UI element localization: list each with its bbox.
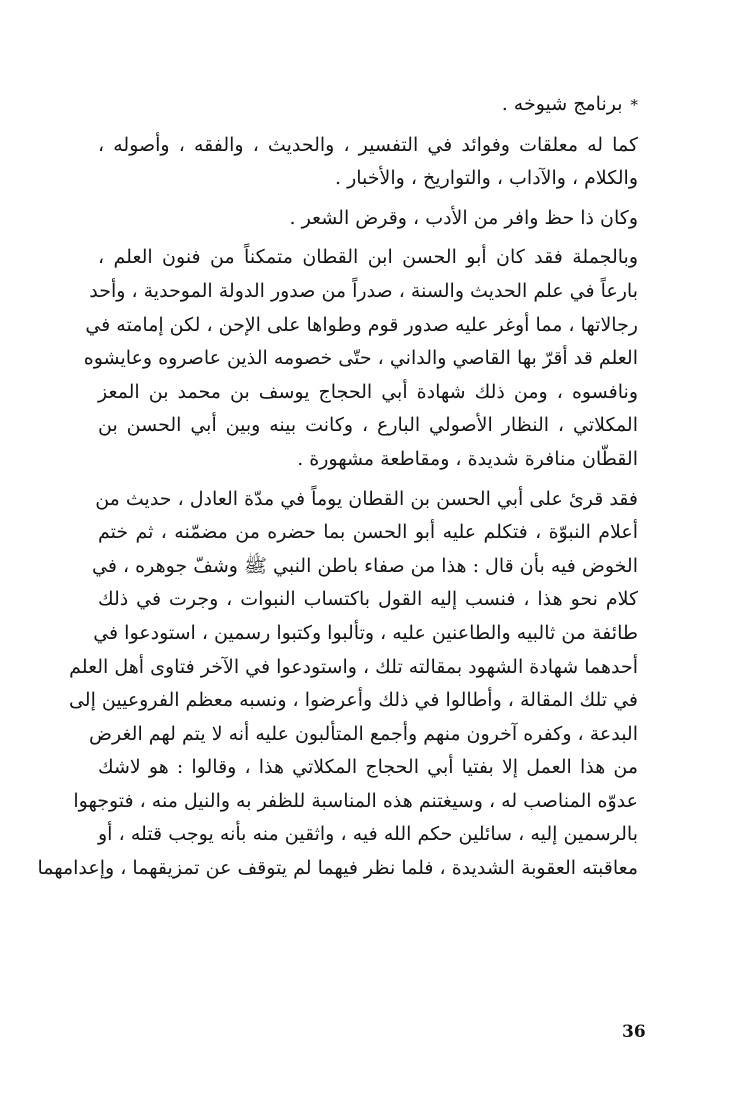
text-line-content: برنامج شيوخه . (501, 93, 623, 115)
text-line-content: كما له معلقات وفوائد في التفسير ، والحديث ، والفقه ، وأصوله ، (98, 133, 638, 156)
text-line-content: القطّان منافرة شديدة ، ومقاطعة مشهورة . (297, 447, 638, 470)
text-line-content: المكلاتي ، النظار الأصولي البارع ، وكانت بينه وبين أبي الحسن بن (98, 414, 638, 437)
text-line (98, 88, 638, 123)
text-line-content: بارعاً في علم الحديث والسنة ، صدراً من صدور الدولة الموحدية ، وأحد (89, 279, 638, 302)
paragraph (37, 483, 638, 886)
paragraph (98, 88, 638, 123)
text-line-content: كلام نحو هذا ، فنسب إليه القول باكتساب النبوات ، وجرت في ذلك (98, 588, 638, 611)
text-line-content: وكان ذا حظ وافر من الأدب ، وقرض الشعر . (289, 206, 638, 229)
page-number: 36 (622, 1022, 646, 1042)
text-line-content: والكلام ، والآداب ، والتواريخ ، والأخبار . (335, 167, 638, 190)
text-line (98, 129, 638, 163)
text-line-content: فقد قرئ على أبي الحسن بن القطان يوماً في مدّة العادل ، حديث من (95, 487, 638, 510)
text-line (98, 162, 638, 196)
text-line-content: عدوّه المناصب له ، وسيغتنم هذه المناسبة للظفر به والنيل منه ، فتوجهوا (73, 789, 638, 812)
text-line-content: في تلك المقالة ، وأطالوا في ذلك وأعرضوا ، ونسبه معظم الفروعيين إلى (68, 689, 638, 712)
text-line (37, 852, 638, 886)
text-line-content: أعلام النبوّة ، فتكلم عليه أبو الحسن بما حضره من مضمّنه ، ثم ختم (98, 521, 638, 544)
text-line (68, 684, 638, 718)
text-line (89, 275, 638, 309)
text-line-content: من هذا العمل إلا بفتيا أبي الحجاج المكلاتي هذا ، وقالوا : هو لاشك (98, 756, 638, 779)
text-line (98, 202, 638, 236)
text-line (98, 516, 638, 550)
text-line (83, 342, 638, 376)
text-line-content: ونافسوه ، ومن ذلك شهادة أبي الحجاج يوسف بن محمد بن المعز (98, 380, 638, 403)
paragraph (98, 202, 638, 236)
text-line-content: البدعة ، وكفره آخرون منهم وأجمع المتألبون عليه أنه لا يتم لهم الغرض (89, 722, 638, 745)
text-line (98, 376, 638, 410)
text-line-content: العلم قد أقرّ بها القاصي والداني ، حتّى خصومه الذين عاصروه وعايشوه (83, 347, 638, 370)
text-line (98, 751, 638, 785)
text-line-content: الخوض فيه بأن قال : هذا من صفاء باطن النبي ﷺ وشفّ جوهره ، في (92, 554, 638, 577)
text-line (98, 818, 638, 852)
text-line-content: معاقبته العقوبة الشديدة ، فلما نظر فيهما لم يتوقف عن تمزيقهما ، وإعدامهما (37, 857, 638, 880)
text-line-content: بالرسمين إليه ، سائلين حكم الله فيه ، واثقين منه بأنه يوجب قتله ، أو (98, 823, 638, 846)
text-line (98, 241, 638, 275)
text-line (69, 651, 638, 685)
text-line (92, 550, 638, 584)
text-line (98, 443, 638, 477)
bullet-marker: * (630, 96, 638, 114)
text-line (98, 583, 638, 617)
page-body-text (37, 88, 638, 892)
text-line (73, 785, 638, 819)
paragraph (98, 129, 638, 196)
text-line-content: طائفة من ثالبيه والطاعنين عليه ، وتألبوا وكتبوا رسمين ، استودعوا في (93, 621, 638, 644)
text-line (98, 409, 638, 443)
text-line-content: أحدهما شهادة الشهود بمقالته تلك ، واستودعوا في الآخر فتاوى أهل العلم (69, 655, 638, 678)
text-line (85, 309, 638, 343)
text-line-content: وبالجملة فقد كان أبو الحسن ابن القطان متمكناً من فنون العلم ، (98, 246, 638, 269)
paragraph (83, 241, 638, 476)
text-line (95, 483, 638, 517)
text-line-content: رجالاتها ، مما أوغر عليه صدور قوم وطواها على الإحن ، لكن إمامته في (85, 313, 638, 336)
text-line (89, 718, 638, 752)
text-line (93, 617, 638, 651)
